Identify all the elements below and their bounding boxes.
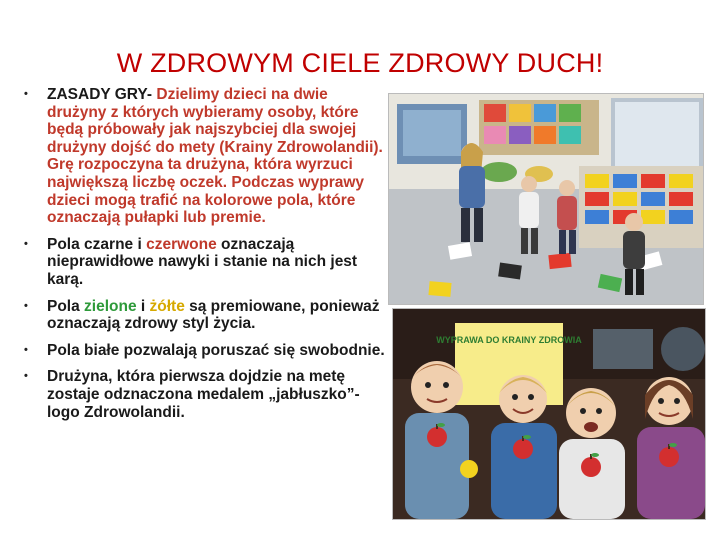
text-fragment: Pola xyxy=(47,235,85,253)
bullet-icon: • xyxy=(24,299,28,312)
text-fragment: Drużyna, która pierwsza dojdzie na metę zostaje odznaczona medalem „jabłuszko”- logo Zdrowolandii. xyxy=(47,368,360,421)
children-photo-illustration xyxy=(393,309,705,519)
list-item xyxy=(20,342,385,360)
list-item xyxy=(20,298,385,333)
color-word-green: zielone xyxy=(84,297,137,315)
text-fragment: i xyxy=(133,235,147,253)
bullet-icon: • xyxy=(24,370,28,383)
text-fragment: Pola białe pozwalają poruszać się swobodnie. xyxy=(47,341,385,359)
children-with-apple-medals-photo xyxy=(392,308,706,520)
list-item xyxy=(20,236,385,289)
bullet-icon: • xyxy=(24,237,28,250)
rules-lead: ZASADY GRY- xyxy=(47,86,153,103)
poster-sign-text: WYPRAWA DO KRAINY ZDROWIA xyxy=(436,335,582,345)
color-word-black: czarne xyxy=(84,235,134,253)
list-item xyxy=(20,368,385,421)
bullet-icon: • xyxy=(24,343,28,356)
color-word-yellow: żółte xyxy=(149,297,185,315)
slide-title: W ZDROWYM CIELE ZDROWY DUCH! xyxy=(116,48,604,79)
bullet-icon: • xyxy=(24,88,28,100)
color-word-red: czerwone xyxy=(146,235,217,253)
rules-text: Dzielimy dzieci na dwie drużyny z których wybieramy osoby, które będą próbowały jak najszybciej dla swojej drużyny dojść do mety (Krainy Zdrowolandii). Grę rozpoczyna ta drużyna, która wyrzuci największą liczbę oczek. Podczas wyprawy dzieci mogą trafić na kolorowe pola, które oznaczają pułapki lub premie. xyxy=(47,86,383,227)
classroom-game-photo xyxy=(388,93,704,305)
text-fragment: są premiowane, ponieważ oznaczają zdrowy styl życia. xyxy=(47,297,380,333)
text-fragment: i xyxy=(136,297,150,315)
classroom-photo-illustration xyxy=(389,94,703,304)
text-fragment: Pola xyxy=(47,297,85,315)
text-fragment: oznaczają nieprawidłowe nawyki i stanie na nich jest karą. xyxy=(47,235,358,288)
rules-list xyxy=(20,86,385,430)
list-item xyxy=(20,86,385,227)
